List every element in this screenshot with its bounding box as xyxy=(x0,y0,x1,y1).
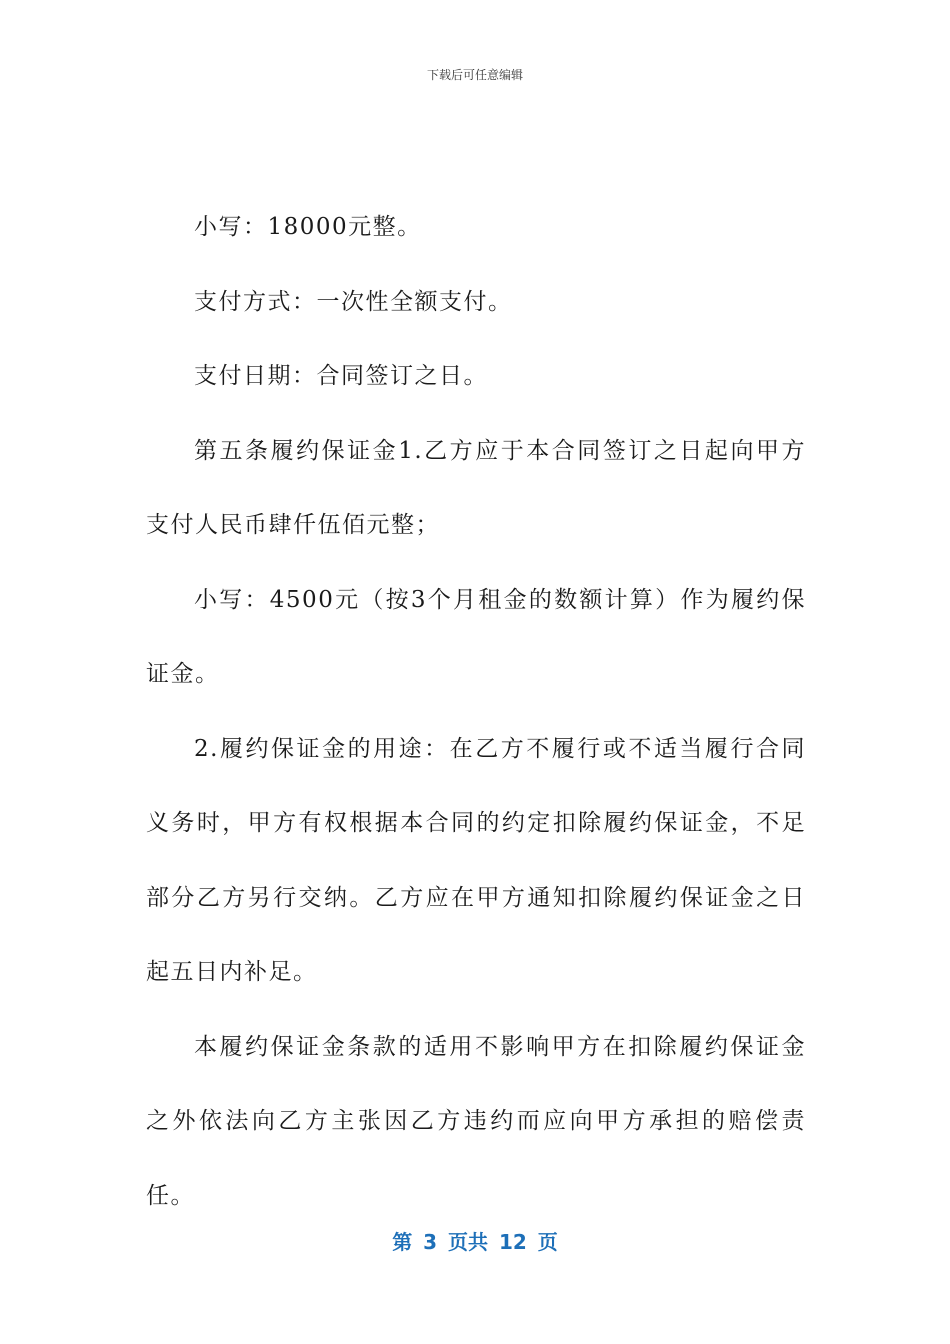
paragraph-article-5: 第五条履约保证金1.乙方应于本合同签订之日起向甲方支付人民币肆仟伍佰元整； xyxy=(146,437,806,538)
paragraph-deposit-amount: 小写：4500元（按3个月租金的数额计算）作为履约保证金。 xyxy=(146,586,806,687)
paragraph-deposit-clause: 本履约保证金条款的适用不影响甲方在扣除履约保证金之外依法向乙方主张因乙方违约而应向甲方承担的赔偿责任。 xyxy=(146,1033,806,1209)
document-body xyxy=(146,190,806,1233)
paragraph-deposit-usage: 2.履约保证金的用途：在乙方不履行或不适当履行合同义务时，甲方有权根据本合同的约定扣除履约保证金，不足部分乙方另行交纳。乙方应在甲方通知扣除履约保证金之日起五日内补足。 xyxy=(146,735,806,985)
paragraph-amount-words: 小写：18000元整。 xyxy=(194,214,422,240)
page-header: 下载后可任意编辑 xyxy=(426,68,523,82)
paragraph-payment-date: 支付日期：合同签订之日。 xyxy=(194,363,488,389)
page-number: 第 3 页共 12 页 xyxy=(392,1230,558,1254)
paragraph-payment-method: 支付方式：一次性全额支付。 xyxy=(194,288,513,315)
page-footer xyxy=(0,1226,950,1255)
